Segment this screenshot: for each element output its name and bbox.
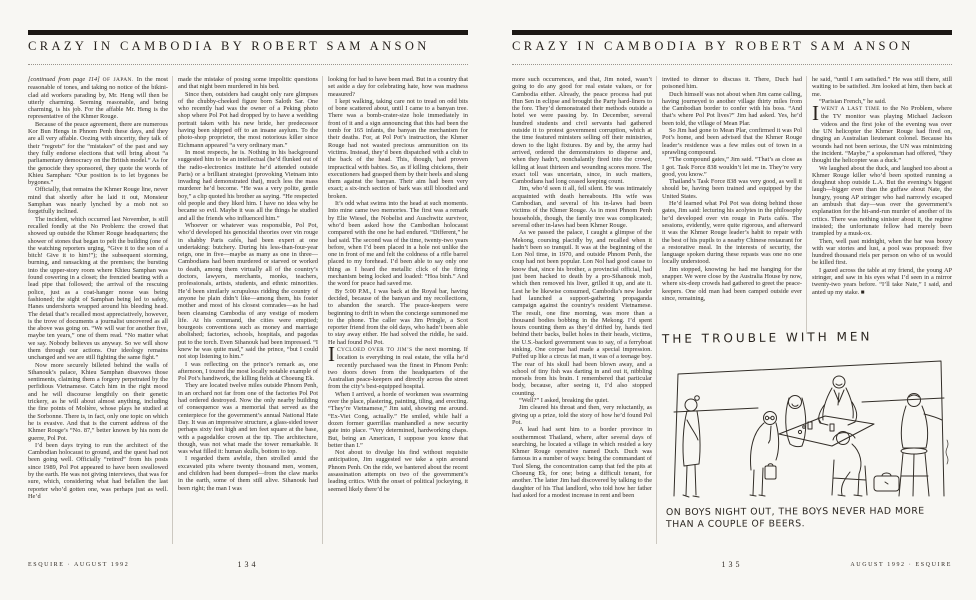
- paragraph: In most respects, he is. Nothing in his background suggested him to be an intellectual (he’d flunked out of the radio-electronics institute he’d attended outside Paris) or a brilliant strategist (provoking Vietnam into invading had demonstrated that), much less the mass murderer he’d become. “He was a very polite, gentle boy,” a clip quoted his brother as saying. “He respected old people and they liked him. I have no idea why he became so evil. Maybe it was all the things he studied and all the friends who influenced him.”: [178, 148, 318, 222]
- small-caps-lead: OF JAPAN.: [102, 77, 137, 83]
- paragraph: I regarded them awhile, then strolled amid the excavated pits where twenty thousand men, women, and children had been dumped—from the claw marks in the earth, some of them still alive. Sihanouk had been right; the man I was: [178, 455, 318, 492]
- paragraph: ICYCLOED OVER TO JIM’S the next morning. If location is everything in real estate, the villa he’d recently purchased was the finest in Phnom Penh: two doors down from the headquarters of the Australian peace-keepers and directly across the street from the city’s best-equipped hospital.: [328, 341, 468, 391]
- paragraph: invited to dinner to discuss it. There, Duch had poisoned him.: [662, 76, 802, 91]
- paragraph: Jim, who’d seen it all, fell silent. He was intimately acquainted with death hereabouts. His wife was Cambodian, and several of his in-laws had been victims of the Khmer Rouge. As in most Phnom Penh households, though, the family tree was complicated; several other in-laws had been Khmer Rouge.: [512, 185, 652, 229]
- header-bar-rule: [512, 30, 952, 35]
- drop-cap: I: [812, 101, 819, 126]
- column-rule: [172, 76, 173, 544]
- paragraph: “Parisian French,” he said.: [819, 97, 887, 105]
- header-bar-rule: [28, 30, 468, 35]
- paragraph: A lead had sent him to a border province in southernmost Thailand, where, after several days of searching, he located a village in which resided a key Khmer Rouge operative named Duch. Duch was famous in a number of ways: being the commandant of Tuol Sleng, the concentration camp that fed the pits at Choeung Ek, for one; being a difficult tenant, for another. The latter Jim had discovered by talking to the daughter of his Thai landlord, who told how her father had asked for a modest increase in rent and been: [512, 426, 652, 499]
- paragraph: Because of the peace agreement, there are numerous Kor Bun Hengs in Phnom Penh these days, and they are all very affable. Oozing with sincerity, they talk of their “regrets” for the “mistakes” of the past and say they fully endorse elections that will bring about “a parliamentary democracy on the British model.” As for the genocide they sponsored, they quote the words of Khieu Samphan: “Our position is to let bygones be bygones.”: [28, 120, 168, 187]
- paragraph: “Well?” I asked, breaking the quiet.: [519, 397, 609, 405]
- column-rule: [322, 76, 323, 544]
- paragraph: “The compound gates,” Jim said. “That’s as close as I got. Task Force 838 wouldn’t let me in. They’re very good, you know.”: [662, 156, 802, 178]
- paragraph: looking for had to have been mad. But in a country that set aside a day for celebrating hate, how was madness measured?: [328, 76, 468, 98]
- paragraph: I gazed across the table at my friend, the young AP stringer, and saw in his eyes what I’d seen in a mirror twenty-two years before. “I’ll take Nate,” I said, and anted up my stake. ■: [812, 266, 952, 296]
- paragraph: he said, “until I am satisfied.” He was still there, still waiting to be satisfied. Jim looked at him, then back at me.: [812, 76, 952, 98]
- paragraph: We laughed about the duck, and laughed too about a Khmer Rouge killer who’d been spotted running a doughnut shop outside L.A. But the evening’s biggest laugh—bigger even than the guffaw about Nate, the hungry, young AP stringer who had narrowly escaped an ambush that day—was over the government’s explanation for the hit-and-run murder of another of its critics. There was nothing sinister about it, the regime insisted; the unfortunate fellow had merely been trampled by a musk-ox.: [812, 164, 952, 238]
- paragraph: Whoever or whatever was responsible, Pol Pot, who’d developed his genocidal theories over vin rouge in shabby Paris cafés, had been expert at one undertaking: butchery. During his less-than-four-year reign, one in five—maybe as many as one in three—Cambodians had been murdered or starved or worked to death, among them virtually all of the country’s doctors, lawyers, merchants, monks, teachers, professionals, artists, students, and ethnic minorities. He’d been similarly scrupulous ridding the country of anyone he plain didn’t like—among them, his foster mother and most of his closest comrades—as he had been cleansing Cambodia of any vestige of modern life. At his command, the cities were emptied; bourgeois conventions such as money and marriage abolished; factories, schools, hospitals, and pagodas put to the torch. Even Sihanouk had been impressed. “I knew he was quite mad,” said the prince, “but I could not stop listening to him.”: [178, 221, 318, 361]
- right-page: [512, 30, 952, 580]
- cartoon-figure-left-woman: [683, 396, 700, 497]
- paragraph: Duch himself was not about when Jim came calling, having journeyed to another village thirty miles from the Cambodian border to confer with his boss. “And that’s where Pol Pot lives?” Jim had asked. Yes, he’d been told, the village of Mean Plar.: [662, 90, 802, 127]
- paragraph: IWENT A LAST TIME to the No Problem, where the TV monitor was playing Michael Jackson videos and the first joke of the evening was over the UN helicopter the Khmer Rouge had fired on, dinging an Australian lieutenant colonel. Because his wounds had not been serious, the UN was minimizing the incident. “Maybe,” a spokesman had offered, “they thought the helicopter was a duck.”: [812, 101, 952, 165]
- paragraph: I’d been days trying to run the architect of the Cambodian holocaust to ground, and the quest had not been going well. Officially “retired” from his posts since 1989, Pol Pot appeared to have been swallowed by the earth. He was not giving interviews, that was for sure, which, considering what had befallen the last reporter who’d gotten one, was perhaps just as well. He’d: [28, 441, 168, 500]
- paragraph: By 5:00 P.M., I was back at the Royal bar, having decided, because of the banyan and my recollections, to abandon the search. The peace-keepers were beginning to drift in when the concierge summoned me to the phone. The caller was Jim Pringle, a Scot reporter friend from the old days, who hadn’t been able to stay away either. He had solved the riddle, he said. He had found Pol Pot.: [328, 287, 468, 346]
- magazine-folio: ESQUIRE · AUGUST 1992: [28, 562, 130, 568]
- article-headline: CRAZY IN CAMBODIA BY ROBERT SAM ANSON: [28, 39, 430, 53]
- magazine-folio: AUGUST 1992 · ESQUIRE: [850, 562, 952, 568]
- paragraph: When I arrived, a horde of workmen was swarming over the place, plastering, painting, tiling, and erecting. “They’re Vietnamese,” Jim said, showing me around. “Ex-Viet Cong, actually.” He smiled, while half a dozen former guerrillas manhandled a new security gate into place. “Very determined, hardworking chaps. But, being an American, I suppose you know that better than I.”: [328, 390, 468, 449]
- paragraph: Jim stopped, knowing he had me hanging for the snapper. We were close by the Australia House by now, where six-deep crowds had gathered to greet the peace-keepers. One old man had been camped outside ever since, remaining,: [662, 265, 802, 302]
- paragraph: It’s odd what swims into the head at such moments. Into mine came two memories. The first was a remark by Elie Wiesel, the Nobelist and Auschwitz survivor, who’d been asked how the Cambodian holocaust compared with the one he had endured. “Different,” he had said. The second was of the time, twenty-two years before, when I’d been placed in a hole not unlike the one in front of me and felt the coldness of a rifle barrel placed to my forehead. I’d been able to say only one thing as I heard the metallic click of the firing mechanism being locked and loaded: “Hoa binh.” And the word for peace had saved me.: [328, 200, 468, 288]
- paragraph: made the mistake of posing some impolitic questions and that night been murdered in his bed.: [178, 76, 318, 91]
- small-caps-lead: CYCLOED OVER TO JIM’S: [337, 346, 416, 353]
- text-column-1: [28, 76, 168, 544]
- cartoon-figure-barstool-man: [899, 394, 942, 497]
- text-column-2: [662, 76, 802, 334]
- paragraph: Not about to divulge his find without requisite anticipation, Jim suggested we take a spin around Phnom Penh. On the ride, we bantered about the recent assassination attempts on two of the government’s leading critics. With the onset of political jockeying, it seemed likely there’d be: [328, 449, 468, 493]
- paragraph: Jim cleared his throat and then, very reluctantly, as giving up a prize, told the story of how he’d found Pol Pot.: [512, 404, 652, 426]
- paragraph: The incident, which occurred last November, is still recalled fondly at the No Problem: the crowd that showed up outside the Khmer Rouge headquarters; the shower of stones that began to pelt the building (one of the watching reporters urging, “Give it to the son of a bitch! Give it to him!”); the subsequent storming, burning, and ransacking at the premises; the bursting into the upper-story room where Khieu Samphan was found cowering in a closet; the frenzied beating with a lead pipe that followed; the arrival of the rescuing police, just as a coat-hanger noose was being fashioned; the sight of Samphan being led to safety, Hanes undershorts wrapped around his bleeding head. The detail that’s recalled most appreciatively, however, is the trove of documents a journalist uncovered as all the above was going on. “We will war for another five, maybe ten years,” one of them read. “No matter what we say. Nobody believes us anyway. So we will show them through our actions. Our ideology remains unchanged and we are still fighting the same fight.”: [28, 215, 168, 362]
- cartoon-block: [661, 329, 952, 574]
- paragraph: I kept walking, taking care not to tread on odd bits of bone scattered about, until I came to a banyan tree. There was a bomb-crater-size hole immediately in front of it and a sign announcing that this had been the tomb for 165 infants, the banyan the mechanism for their deaths. For, at Pol Pot’s instruction, the Khmer Rouge had not wasted precious ammunition on its victims. Instead, they’d been dispatched with a club to the back of the head. This, though, had proven impractical with babies. So, as if killing chickens, their executioners had grasped them by their heels and slung them against the banyan. Their aim had been very exact; a six-inch section of bark was still bloodied and broken.: [328, 97, 468, 200]
- article-headline: CRAZY IN CAMBODIA BY ROBERT SAM ANSON: [512, 39, 914, 53]
- paragraph: Then, well past midnight, when the bar was boozy with war stories and lust, a pool was proposed: five hundred thousand riels per person on who of us would be killed first.: [812, 237, 952, 267]
- small-caps-lead: WENT A LAST TIME: [821, 106, 883, 113]
- paragraph: As we passed the palace, I caught a glimpse of the Mekong, coursing placidly by, and recalled when it hadn’t been so tranquil. It was at the beginning of the Lon Nol time, in 1970, and outside Phnom Penh, the coup had not been popular. Lon Nol had good cause to know that, since his brother, a provincial official, had just been hacked to death by a pro-Sihanouk mob, which then removed his liver, grilled it up, and ate it. Lest he be likewise consumed, Cambodia’s new leader had launched a support-gathering propaganda campaign against the country’s resident Vietnamese. The result, one fine morning, was more than a thousand bodies bobbing in the Mekong. I’d spent hours counting them as they’d drifted by, hands tied behind their backs, bullet holes in their heads, victims, the U.S.-backed government was to say, of a ferryboat sinking. One corpse had made a special impression. Puffed up like a circus fat man, it was of a teenage boy. The rear of his skull had been blown away, and a school of tiny fish was darting in and out it, nibbling morsels from his brain. I remembered that particular body, because, after seeing it, I’d also stopped counting.: [512, 229, 652, 397]
- cartoon-table: [779, 416, 874, 446]
- cartoon-caption: ON BOYS NIGHT OUT, THE BOYS NEVER HAD MORE THAN A COUPLE OF BEERS.: [665, 505, 925, 530]
- cartoon-title: THE TROUBLE WITH MEN: [661, 329, 873, 346]
- paragraph: They are located twelve miles outside Phnom Penh, in an orchard not far from one of the factories Pol Pot had ordered destroyed. Now the only nearby building of consequence was a memorial that served as the centerpiece for the government’s annual National Hate Day. It was an impressive structure, a glass-sided tower perhaps sixty feet high and ten feet square at the base, with a pagodalike crown at the tip. The architecture, though, was not what made the tower remarkable. It was what filled it: human skulls, bottom to top.: [178, 382, 318, 456]
- column-rule: [656, 76, 657, 544]
- paragraph: I was reflecting on the prince’s remark as, one afternoon, I toured the most locally notable example of Pol Pot’s handiwork, the killing fields at Choeung Ek.: [178, 360, 318, 383]
- page-number: 135: [721, 560, 743, 569]
- column-rule: [806, 76, 807, 334]
- cartoon-drawing: [662, 348, 952, 506]
- cartoon-figure-slumped-man: [832, 432, 867, 497]
- cartoon-wall-line: [674, 398, 944, 412]
- left-page: [28, 30, 468, 580]
- page-number: 134: [237, 560, 259, 569]
- paragraph: Officially, that remains the Khmer Rouge line, never mind that shortly after he laid it out, Monsieur Samphan was nearly lynched by a mob not so forgetfully inclined.: [28, 186, 168, 216]
- text-column-1: [512, 76, 652, 544]
- paragraph: Since then, outsiders had caught only rare glimpses of the chubby-cheeked figure born Saloth Sar. One who recently had was the owner of a Peking photo shop where Pol Pot had dropped by to have a wedding portrait taken with his new bride, her predecessor having been shipped off to an insane asylum. To the photo-shop proprietor, the most notorious killer since Eichmann appeared “a very ordinary man.”: [178, 90, 318, 149]
- cartoon-briefcase: [874, 473, 899, 491]
- text-column-2: [178, 76, 318, 544]
- drop-cap: I: [328, 341, 335, 366]
- paragraph: more such occurrences, and that, Jim noted, wasn’t going to do any good for real estate values, or for Cambodia either. Already, the peace process had put Hun Sen in eclipse and brought the Party hard-liners to the fore. They’d demonstrated their methods outside a hotel we were passing by. In December, several hundred students and civil servants had gathered outside it to protest government corruption, which at the time featured ministers selling off their ministries, down to the light fixtures. By and by, the army had arrived, ordered the demonstrators to disperse and, when they hadn’t, nonchalantly fired into the crowd, killing at least thirteen and wounding scores more. The exact toll was uncertain, since, in such matters, Cambodians had long ceased keeping count.: [512, 76, 652, 186]
- paragraph: [continued from page 114] OF JAPAN. In the most reasonable of tones, and taking no notice of the bikini-clad aid workers parading by, Mr. Heng will then be utterly charming. Seeming reasonable, and being charming, is his job. For the affable Mr. Heng is the representative of the Khmer Rouge.: [28, 76, 168, 121]
- text-column-3: [328, 76, 468, 544]
- text-column-3: [812, 76, 952, 334]
- paragraph: He’d learned what Pol Pot was doing behind those gates, Jim said: lecturing his acolytes in the philosophy he’d developed over vin rouge in Paris cafés. The sessions, evidently, were quite rigorous, and afterward it was the Khmer Rouge leader’s habit to repair with the best of his pupils to a nearby Chinese restaurant for a restorative meal. In the interests of security, the language spoken during these repasts was one no one locally understood.: [662, 200, 802, 266]
- paragraph: So Jim had gone to Mean Plar, confirmed it was Pol Pot’s home, and been advised that the Khmer Rouge leader’s residence was a few miles out of town in a sprawling compound.: [662, 127, 802, 156]
- artist-signature: [946, 440, 948, 464]
- paragraph: Now more securely billeted behind the walls of Sihanouk’s palace, Khieu Samphan disavows those sentiments, claiming them a forgery perpetrated by the perfidious Vietnamese. Catch him in the right mood and he will discourse lengthily on their genetic trickery, as he will about almost anything, including the fine points of Molière, whose plays he studied at the Sorbonne. There is, in fact, only one topic on which he is evasive. And that is the current address of the Khmer Rouge’s “No. 87,” better known by his nom de guerre, Pol Pot.: [28, 361, 168, 442]
- cartoon-figure-glasses-man: [750, 412, 779, 497]
- continued-note: [continued from page 114]: [28, 76, 103, 83]
- paragraph: Thailand’s Task Force 838 was very good, as well it should be, having been trained and equipped by the United States.: [662, 178, 802, 200]
- headline-divider: [28, 64, 468, 65]
- headline-divider: [512, 64, 952, 65]
